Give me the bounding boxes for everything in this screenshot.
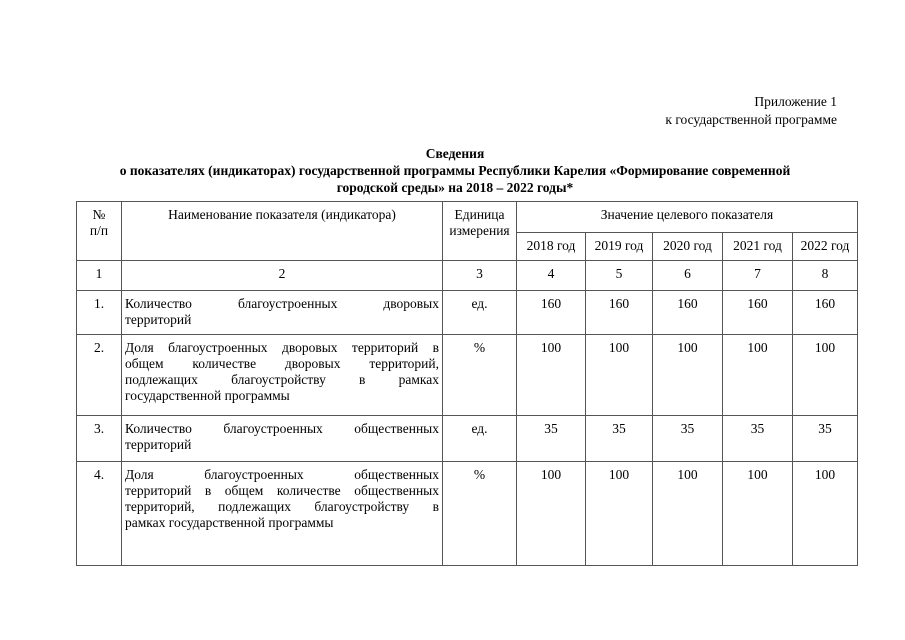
row-name [122, 291, 443, 335]
row-name-line: Доля благоустроенных дворовых территорий в [125, 340, 439, 355]
row-name-line: Количество благоустроенных дворовых [125, 296, 439, 311]
header-year-2021: 2021 год [723, 233, 793, 261]
row-value: 35 [723, 416, 793, 462]
header-target: Значение целевого показателя [517, 202, 858, 233]
document-heading [60, 145, 850, 196]
row-name-line: Доля благоустроенных общественных [125, 467, 439, 482]
header-num-line-2: п/п [89, 223, 109, 238]
col-number: 3 [443, 261, 517, 291]
row-value: 100 [517, 335, 586, 416]
row-name-line: территорий в общем количестве общественных [125, 483, 439, 498]
col-number: 4 [517, 261, 586, 291]
row-value: 100 [653, 462, 723, 566]
row-name-line: подлежащих благоустройству в рамках [125, 372, 439, 387]
col-number: 6 [653, 261, 723, 291]
row-num: 2. [77, 335, 122, 416]
row-value: 100 [793, 462, 858, 566]
row-name-line: территорий [125, 437, 192, 452]
row-value: 160 [517, 291, 586, 335]
column-numbers-row [77, 261, 858, 291]
row-value: 100 [586, 335, 653, 416]
heading-subtitle-line-1: о показателях (индикаторах) государственной программы Республики Карелия «Формирование современной [119, 163, 791, 178]
col-number: 8 [793, 261, 858, 291]
row-value: 100 [793, 335, 858, 416]
row-value: 100 [723, 335, 793, 416]
header-num [77, 202, 122, 261]
header-name: Наименование показателя (индикатора) [122, 202, 443, 261]
row-name-line: рамках государственной программы [125, 515, 334, 530]
header-unit: Единица измерения [443, 202, 517, 261]
table-row [77, 291, 858, 335]
row-value: 35 [653, 416, 723, 462]
header-row-1 [77, 202, 858, 233]
heading-title: Сведения [425, 146, 485, 161]
row-name [122, 462, 443, 566]
row-num: 1. [77, 291, 122, 335]
header-year-2018: 2018 год [517, 233, 586, 261]
row-value: 160 [793, 291, 858, 335]
header-year-2019: 2019 год [586, 233, 653, 261]
col-number: 2 [122, 261, 443, 291]
row-value: 100 [723, 462, 793, 566]
row-value: 160 [723, 291, 793, 335]
row-name-line: территорий, подлежащих благоустройству в [125, 499, 439, 514]
table-row [77, 416, 858, 462]
appendix-line-2: к государственной программе [665, 112, 837, 127]
appendix-note [665, 93, 837, 129]
row-value: 100 [586, 462, 653, 566]
table-row [77, 462, 858, 566]
row-value: 35 [586, 416, 653, 462]
header-year-2022: 2022 год [793, 233, 858, 261]
row-name-line: Количество благоустроенных общественных [125, 421, 439, 436]
row-name-line: общем количестве дворовых территорий, [125, 356, 439, 371]
col-number: 7 [723, 261, 793, 291]
heading-subtitle-line-2: городской среды» на 2018 – 2022 годы* [336, 180, 574, 195]
row-name [122, 335, 443, 416]
row-unit: ед. [443, 416, 517, 462]
indicators-table [76, 201, 858, 566]
row-name-line: государственной программы [125, 388, 290, 403]
appendix-line-1: Приложение 1 [754, 94, 837, 109]
row-value: 35 [793, 416, 858, 462]
row-value: 100 [653, 335, 723, 416]
row-num: 4. [77, 462, 122, 566]
row-num: 3. [77, 416, 122, 462]
col-number: 1 [77, 261, 122, 291]
row-value: 100 [517, 462, 586, 566]
row-value: 35 [517, 416, 586, 462]
row-name-line: территорий [125, 312, 192, 327]
row-unit: ед. [443, 291, 517, 335]
row-value: 160 [653, 291, 723, 335]
table-row [77, 335, 858, 416]
header-num-line-1: № [92, 207, 106, 222]
row-unit: % [443, 462, 517, 566]
row-name [122, 416, 443, 462]
header-year-2020: 2020 год [653, 233, 723, 261]
row-value: 160 [586, 291, 653, 335]
col-number: 5 [586, 261, 653, 291]
row-unit: % [443, 335, 517, 416]
